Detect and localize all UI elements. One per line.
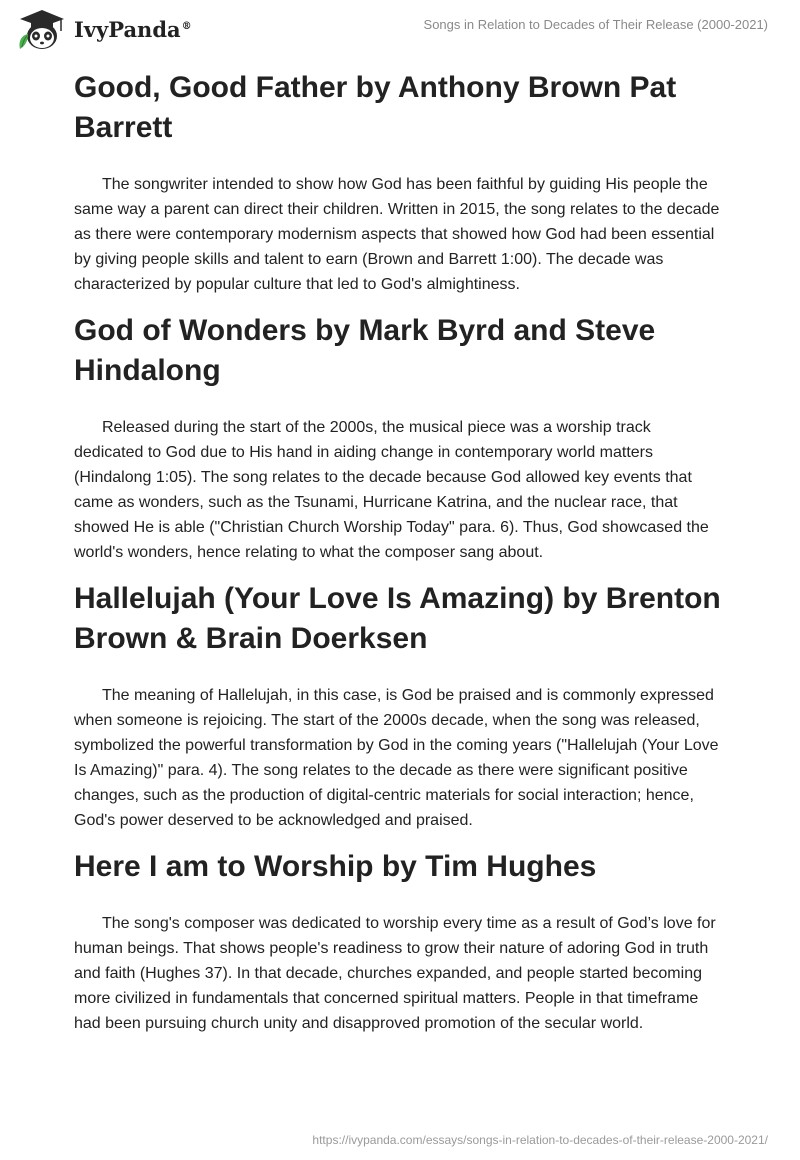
source-url-link[interactable]: https://ivypanda.com/essays/songs-in-relation-to-decades-of-their-release-2000-2021/ [312, 1133, 768, 1147]
section-paragraph: Released during the start of the 2000s, the musical piece was a worship track dedicated to God due to His hand in aiding change in contemporary world matters (Hindalong 1:05). The song relates to the decade because God allowed key events that came as wonders, such as the Tsunami, Hurricane Katrina, and the nuclear race, that showed He is able ("Christian Church Worship Today" para. 6). Thus, God showcased the world's wonders, hence relating to what the composer sang about. [74, 419, 709, 561]
logo[interactable] [14, 7, 192, 51]
section-heading: Good, Good Father by Anthony Brown Pat Barrett [74, 71, 677, 144]
panda-logo-icon [14, 7, 70, 51]
section-here-i-am-to-worship [74, 847, 724, 1036]
section-heading: Hallelujah (Your Love Is Amazing) by Brenton Brown & Brain Doerksen [74, 582, 721, 655]
page-header [0, 0, 800, 60]
section-heading: God of Wonders by Mark Byrd and Steve Hindalong [74, 314, 656, 387]
section-paragraph: The song's composer was dedicated to worship every time as a result of God’s love for human beings. That shows people's readiness to grow their nature of adoring God in truth and faith (Hughes 37). In that decade, churches expanded, and people started becoming more civilized in fundamentals that concerned spiritual matters. People in that timeframe had been pursuing church unity and disapproved promotion of the secular world. [74, 915, 716, 1032]
logo-wordmark: IvyPanda® [74, 16, 192, 42]
section-paragraph: The meaning of Hallelujah, in this case, is God be praised and is commonly expressed when someone is rejoicing. The start of the 2000s decade, when the song was released, symbolized the powerful transformation by God in the coming years ("Hallelujah (Your Love Is Amazing)" para. 4). The song relates to the decade as there were significant positive changes, such as the production of digital-centric materials for social interaction; hence, God's power deserved to be acknowledged and praised. [74, 687, 719, 829]
section-paragraph: The songwriter intended to show how God has been faithful by guiding His people the same way a parent can direct their children. Written in 2015, the song relates to the decade as there were contemporary modernism aspects that showed how God had been essential by giving people skills and talent to earn (Brown and Barrett 1:00). The decade was characterized by popular culture that led to God's almightiness. [74, 176, 720, 293]
document-title: Songs in Relation to Decades of Their Release (2000-2021) [423, 17, 768, 32]
section-hallelujah [74, 579, 724, 833]
section-good-good-father [74, 68, 724, 297]
essay-content [74, 68, 724, 1050]
section-god-of-wonders [74, 311, 724, 565]
section-heading: Here I am to Worship by Tim Hughes [74, 850, 597, 883]
